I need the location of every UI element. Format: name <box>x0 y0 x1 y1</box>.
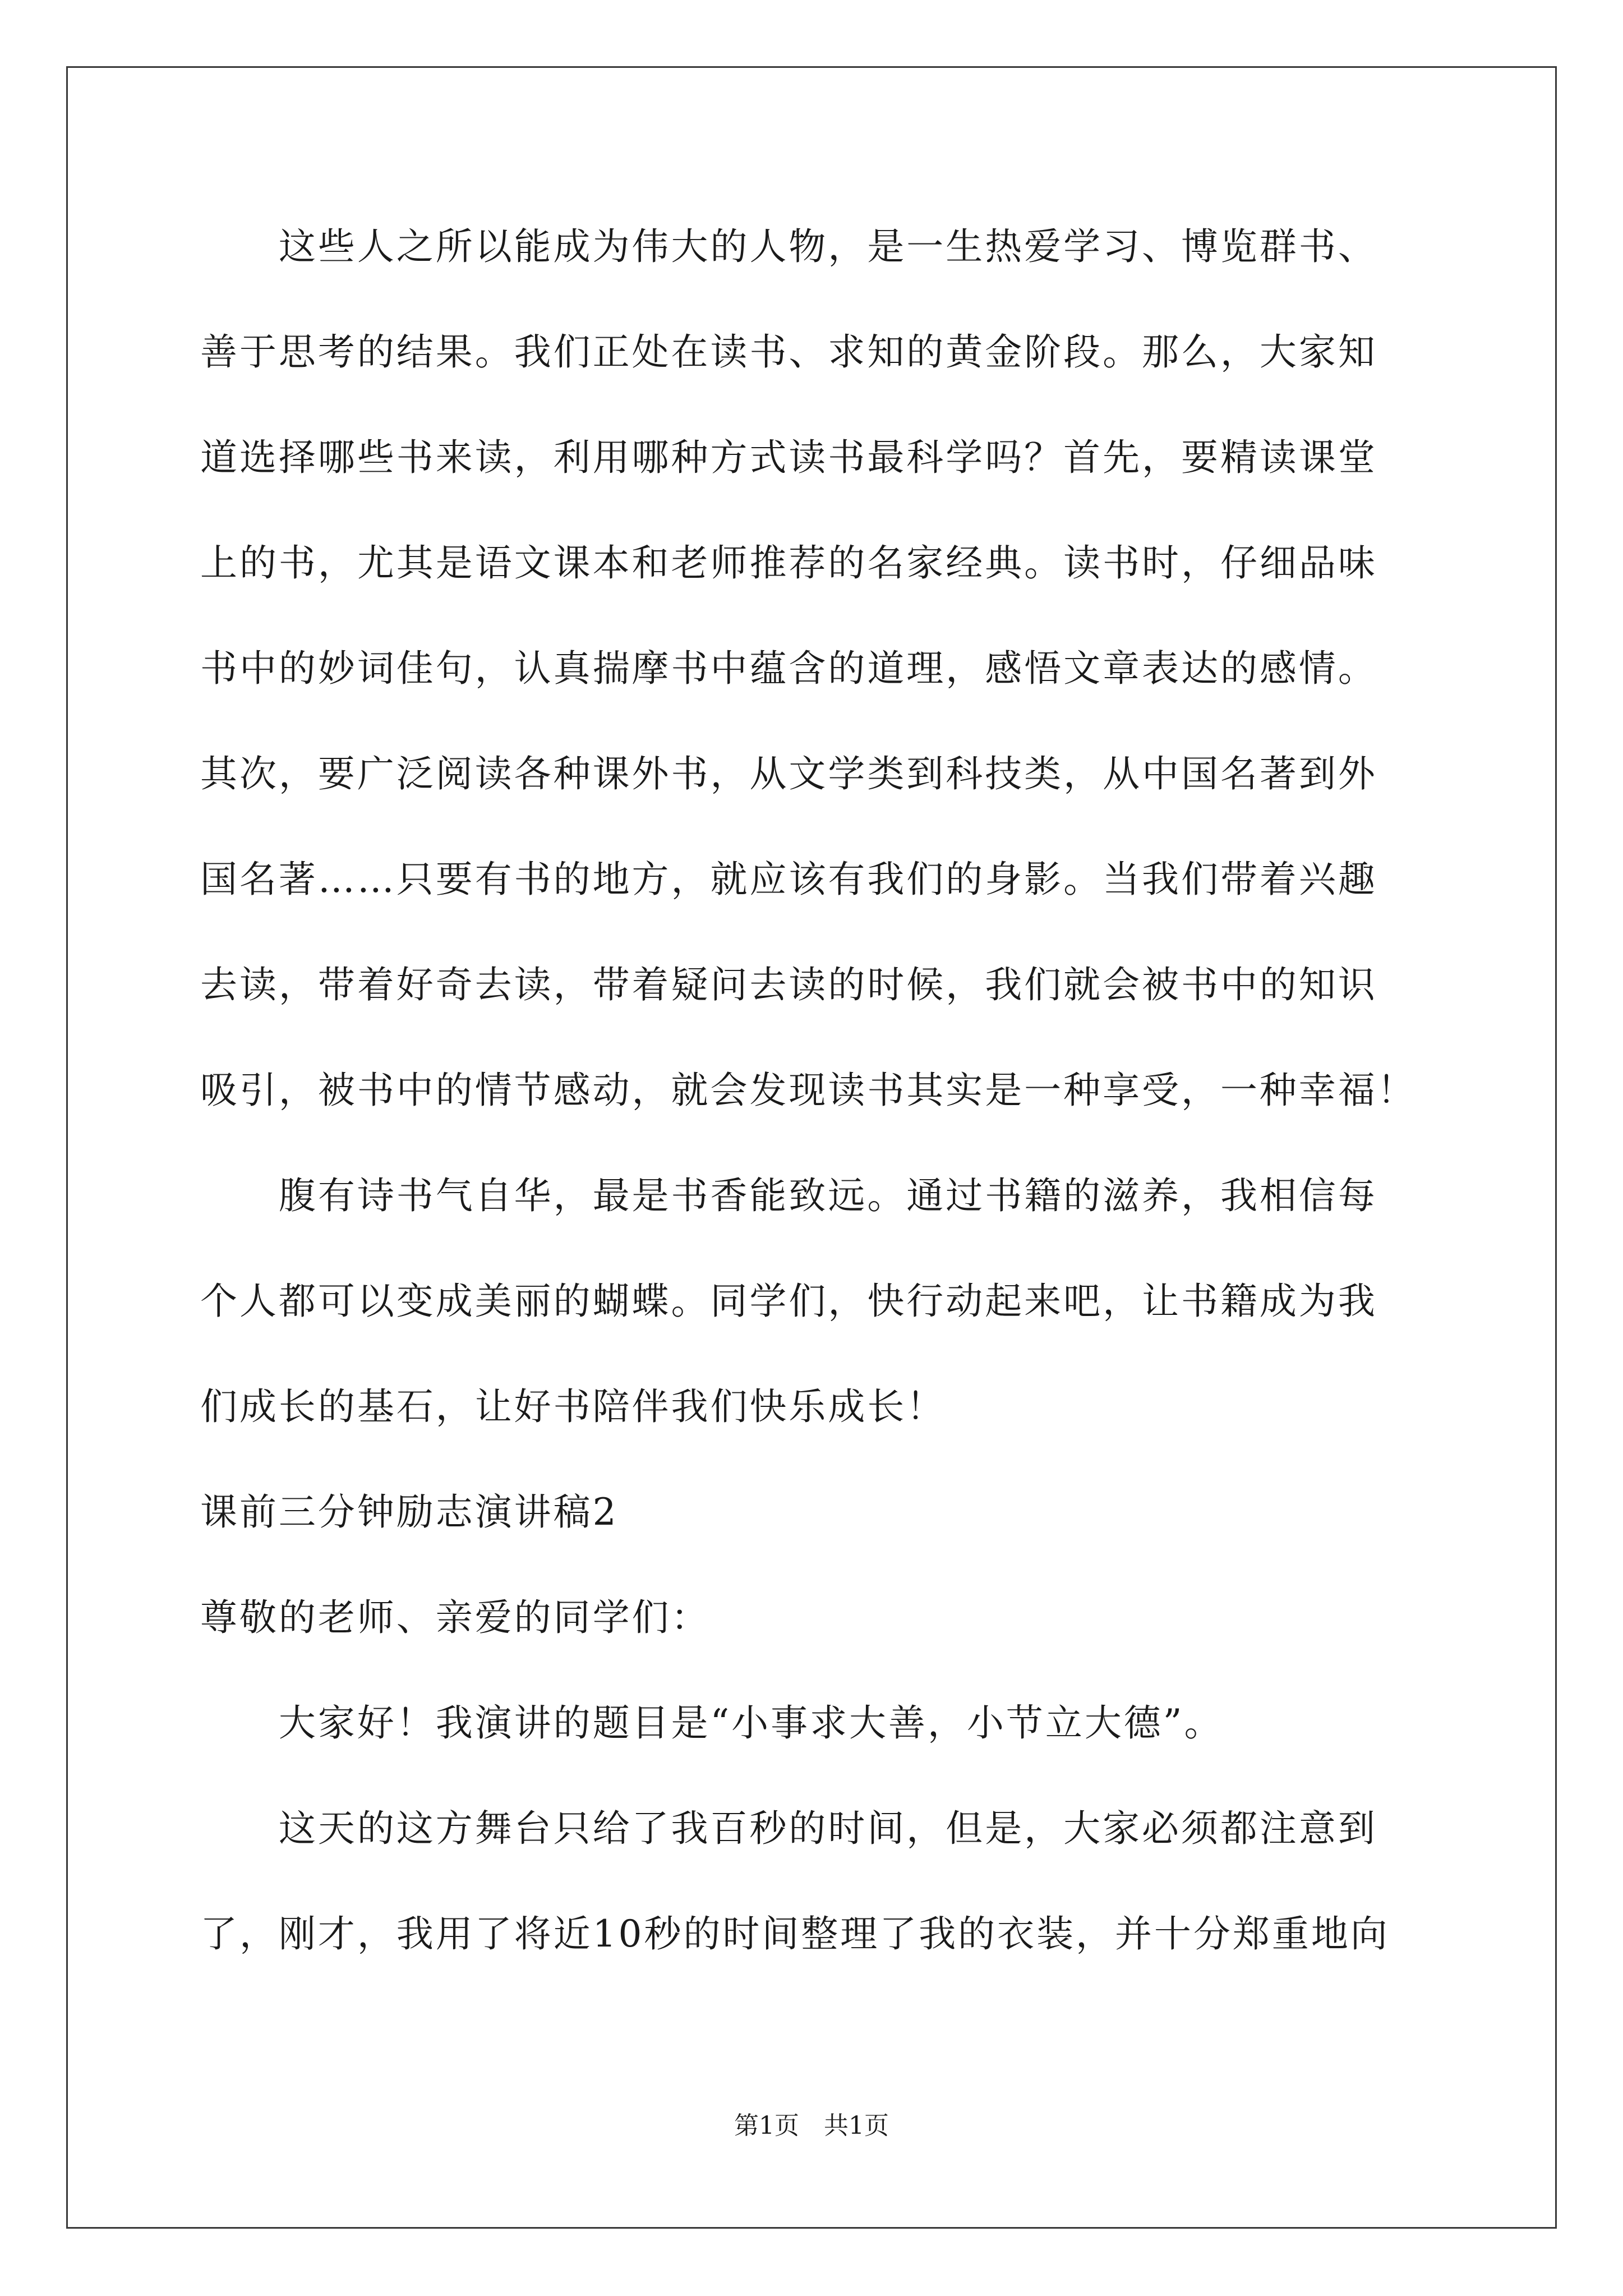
text-line: 个人都可以变成美丽的蝴蝶。同学们，快行动起来吧，让书籍成为我 <box>200 1280 1377 1323</box>
page-border <box>66 66 1557 2229</box>
text-line: 国名著……只要有书的地方，就应该有我们的身影。当我们带着兴趣 <box>200 858 1377 901</box>
salutation: 尊敬的老师、亲爱的同学们： <box>200 1596 711 1639</box>
text-line: 腹有诗书气自华，最是书香能致远。通过书籍的滋养，我相信每 <box>200 1174 1377 1217</box>
page-number-footer: 第1页 共1页 <box>734 2111 889 2140</box>
text-line: 书中的妙词佳句，认真揣摩书中蕴含的道理，感悟文章表达的感情。 <box>200 647 1377 690</box>
text-line: 道选择哪些书来读，利用哪种方式读书最科学吗？首先，要精读课堂 <box>200 436 1377 479</box>
text-line: 其次，要广泛阅读各种课外书，从文学类到科技类，从中国名著到外 <box>200 752 1377 795</box>
text-line: 吸引，被书中的情节感动，就会发现读书其实是一种享受，一种幸福！ <box>200 1069 1417 1112</box>
text-line: 善于思考的结果。我们正处在读书、求知的黄金阶段。那么，大家知 <box>200 330 1377 374</box>
text-line: 了，刚才，我用了将近10秒的时间整理了我的衣装，并十分郑重地向 <box>200 1912 1390 1955</box>
text-line: 这天的这方舞台只给了我百秒的时间，但是，大家必须都注意到 <box>200 1807 1377 1850</box>
section-heading: 课前三分钟励志演讲稿2 <box>200 1490 619 1534</box>
text-line: 上的书，尤其是语文课本和老师推荐的名家经典。读书时，仔细品味 <box>200 541 1377 585</box>
text-line: 们成长的基石，让好书陪伴我们快乐成长！ <box>200 1385 946 1428</box>
text-line: 大家好！我演讲的题目是“小事求大善，小节立大德”。 <box>200 1701 1224 1745</box>
text-line: 去读，带着好奇去读，带着疑问去读的时候，我们就会被书中的知识 <box>200 963 1377 1006</box>
text-line: 这些人之所以能成为伟大的人物，是一生热爱学习、博览群书、 <box>200 225 1377 268</box>
